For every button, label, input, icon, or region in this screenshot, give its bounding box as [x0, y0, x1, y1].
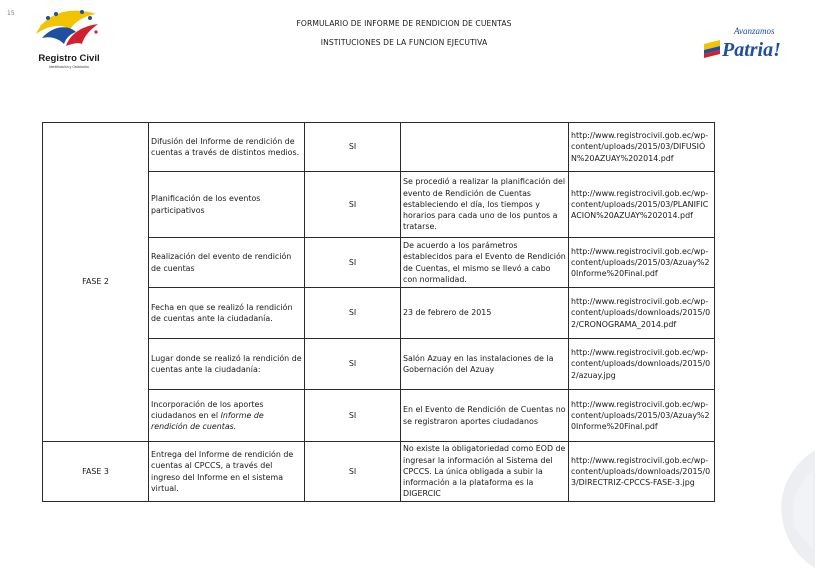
detail-cell: De acuerdo a los parámetros establecidos para el Evento de Rendición de Cuentas, el mismo se llevó a cabo con normalidad.: [401, 238, 569, 288]
link-cell[interactable]: http://www.registrocivil.gob.ec/wp-content/uploads/downloads/2015/02/CRONOGRAMA_2014.pdf: [569, 288, 715, 339]
table-row: [43, 123, 715, 172]
activity-cell: [149, 390, 305, 442]
detail-cell: Se procedió a realizar la planificación del evento de Rendición de Cuentas estableciendo el día, los tiempos y horarios para cada uno de los puntos a tratarse.: [401, 172, 569, 238]
status-cell: SI: [305, 339, 401, 390]
logo-right-word: Patria!: [722, 39, 781, 61]
activity-cell: Difusión del Informe de rendición de cuentas a través de distintos medios.: [149, 123, 305, 172]
activity-cell: Lugar donde se realizó la rendición de cuentas ante la ciudadanía:: [149, 339, 305, 390]
activity-cell: Entrega del Informe de rendición de cuentas al CPCCS, a través del ingreso del Informe en el sistema virtual.: [149, 442, 305, 502]
rendicion-table: [42, 122, 715, 502]
activity-cell: Planificación de los eventos participativos: [149, 172, 305, 238]
link-cell[interactable]: http://www.registrocivil.gob.ec/wp-content/uploads/2015/03/Azuay%20Informe%20Final.pdf: [569, 238, 715, 288]
activity-italic-text: Informe de rendición de cuentas.: [151, 410, 264, 432]
logo-left-name: Registro Civil: [38, 53, 100, 64]
logo-left-tagline: Identificación y Cedulación: [48, 65, 90, 69]
status-cell: SI: [305, 442, 401, 502]
status-cell: SI: [305, 238, 401, 288]
activity-cell: Realización del evento de rendición de cuentas: [149, 238, 305, 288]
detail-cell: [401, 123, 569, 172]
status-cell: SI: [305, 172, 401, 238]
flag-stripes-icon: [704, 40, 720, 58]
activity-text: Incorporación de los aportes ciudadanos en el: [151, 399, 264, 420]
patria-logo: [700, 20, 790, 70]
status-cell: SI: [305, 390, 401, 442]
link-cell[interactable]: http://www.registrocivil.gob.ec/wp-content/uploads/2015/03/Azuay%20Informe%20Final.pdf: [569, 390, 715, 442]
logo-right-top: Avanzamos: [734, 26, 775, 36]
phase-2-cell: FASE 2: [43, 123, 149, 442]
link-cell[interactable]: http://www.registrocivil.gob.ec/wp-content/uploads/2015/03/DIFUSIÓN%20AZUAY%202014.pdf: [569, 123, 715, 172]
detail-cell: 23 de febrero de 2015: [401, 288, 569, 339]
status-cell: SI: [305, 288, 401, 339]
link-cell[interactable]: http://www.registrocivil.gob.ec/wp-content/uploads/2015/03/PLANIFICACION%20AZUAY%202014.pdf: [569, 172, 715, 238]
page-number: 15: [7, 10, 15, 17]
phase-3-cell: FASE 3: [43, 442, 149, 502]
detail-cell: Salón Azuay en las instalaciones de la Gobernación del Azuay: [401, 339, 569, 390]
link-cell[interactable]: http://www.registrocivil.gob.ec/wp-content/uploads/downloads/2015/03/DIRECTRIZ-CPCCS-FASE-3.jpg: [569, 442, 715, 502]
detail-cell: No existe la obligatoriedad como EOD de ingresar la información al Sistema del CPCCS. La única obligada a subir la información a la plataforma es la DIGERCIC: [401, 442, 569, 502]
watermark-emblem-icon: [755, 440, 818, 571]
status-cell: SI: [305, 123, 401, 172]
form-subtitle: INSTITUCIONES DE LA FUNCION EJECUTIVA: [320, 38, 488, 47]
table-row: [43, 442, 715, 502]
detail-cell: En el Evento de Rendición de Cuentas no se registraron aportes ciudadanos: [401, 390, 569, 442]
link-cell[interactable]: http://www.registrocivil.gob.ec/wp-content/uploads/downloads/2015/02/azuay.jpg: [569, 339, 715, 390]
activity-cell: Fecha en que se realizó la rendición de cuentas ante la ciudadanía.: [149, 288, 305, 339]
form-title: FORMULARIO DE INFORME DE RENDICION DE CUENTAS: [296, 19, 512, 28]
